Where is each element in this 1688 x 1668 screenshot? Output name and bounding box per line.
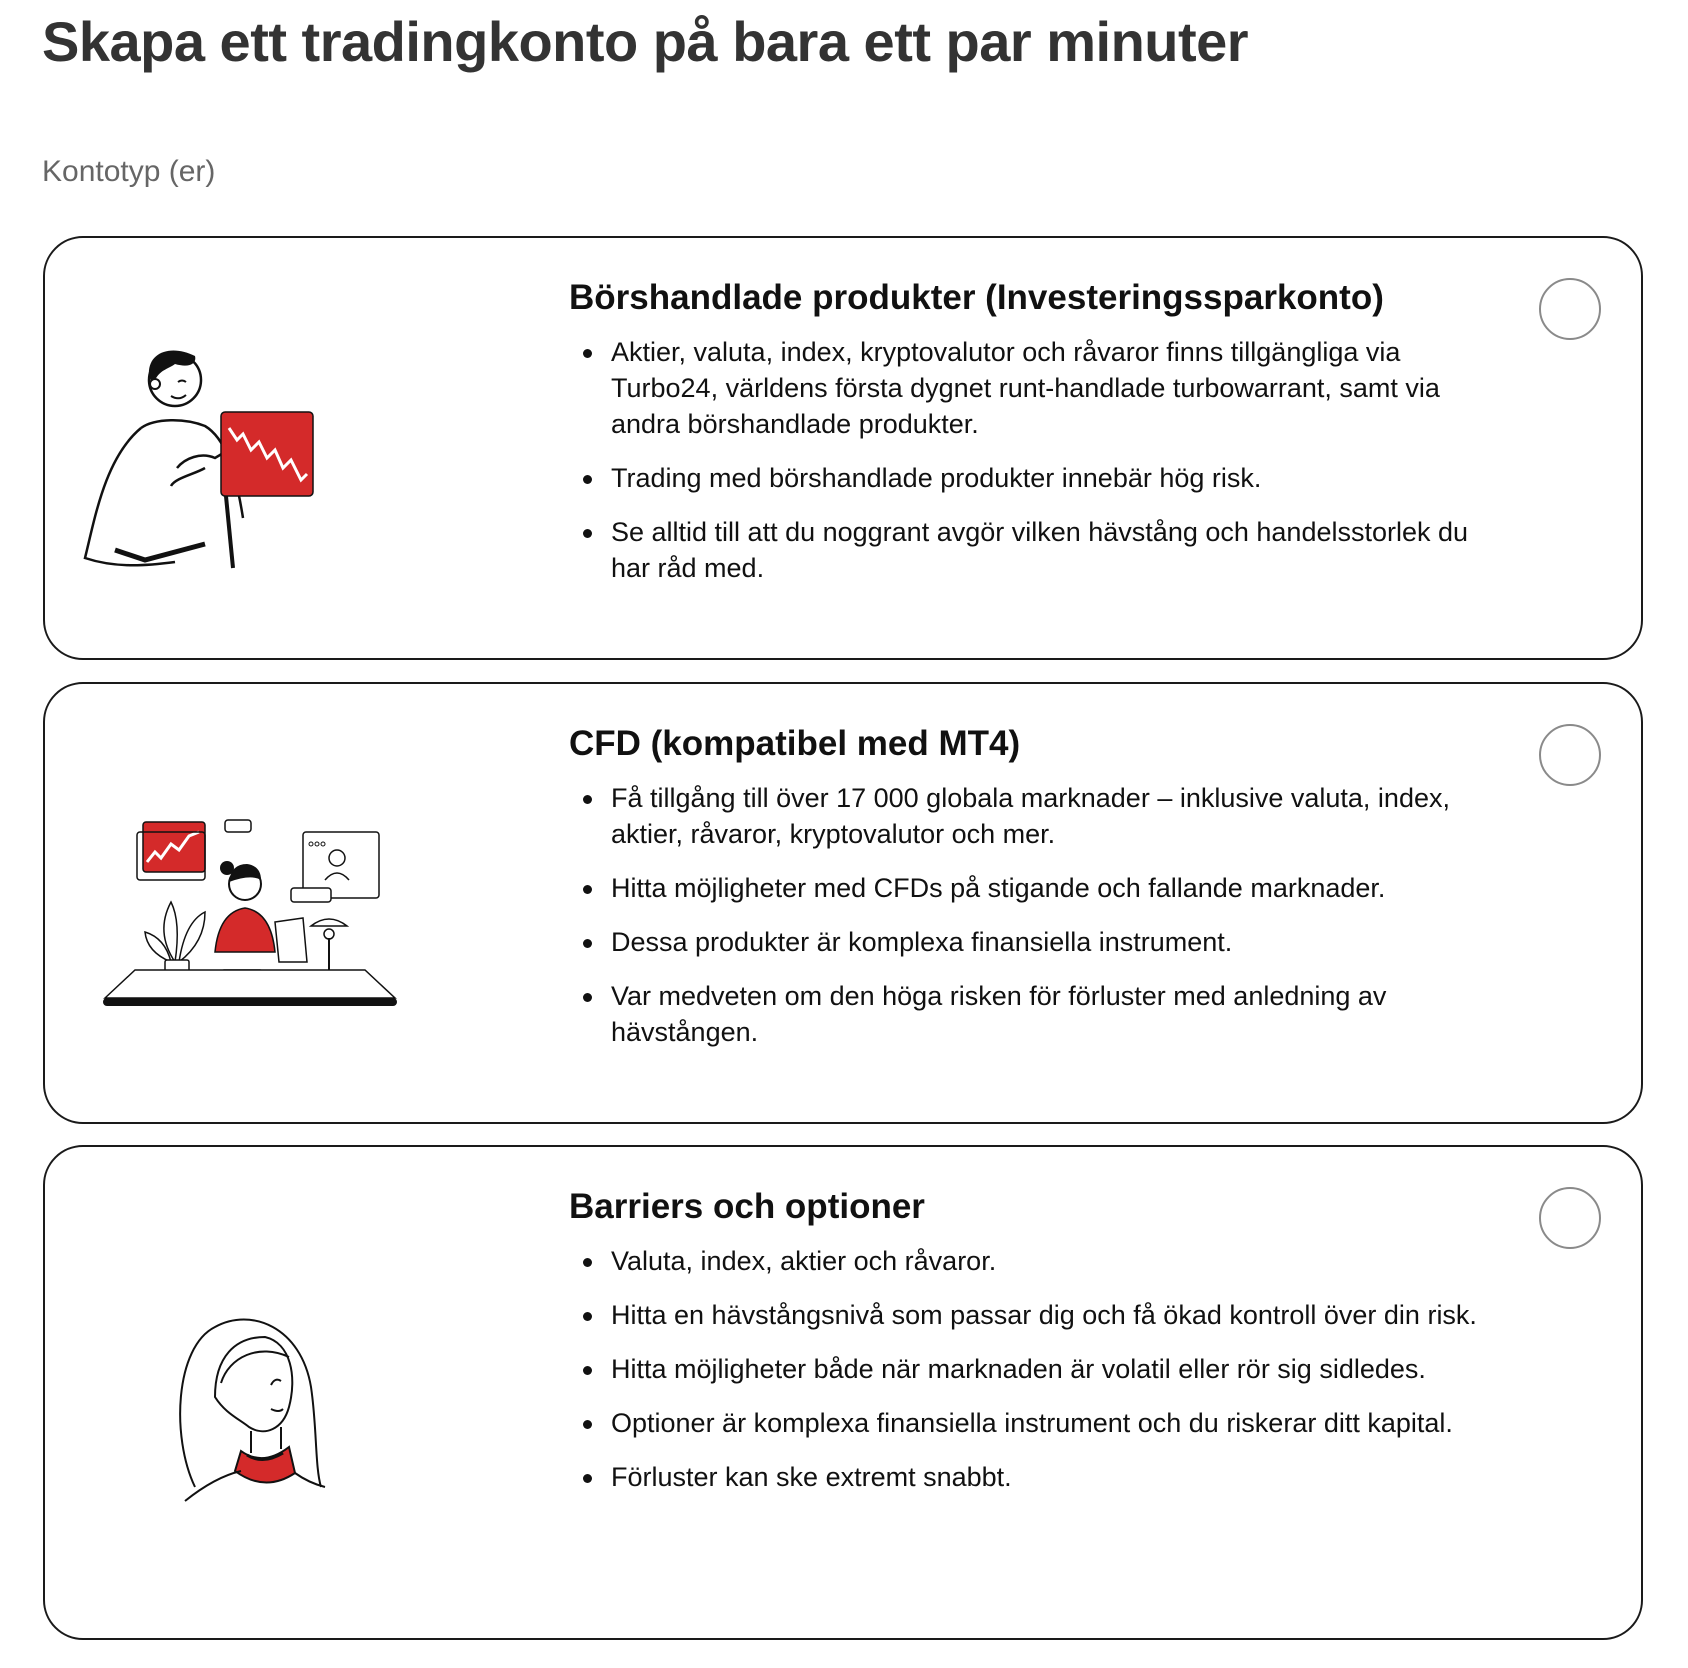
select-radio-exchange-traded[interactable] [1539, 278, 1601, 340]
list-item: Hitta en hävstångsnivå som passar dig och få ökad kontroll över din risk. [569, 1297, 1509, 1333]
list-item: Var medveten om den höga risken för förluster med anledning av hävstången. [569, 978, 1509, 1050]
list-item: Optioner är komplexa finansiella instrument och du riskerar ditt kapital. [569, 1405, 1509, 1441]
account-option-card-barriers-options[interactable] [43, 1145, 1643, 1640]
card-title: Börshandlade produkter (Investeringssparkonto) [569, 278, 1384, 317]
woman-at-desk-illustration [75, 802, 415, 1022]
list-item: Se alltid till att du noggrant avgör vilken hävstång och handelsstorlek du har råd med. [569, 514, 1509, 586]
feature-list [569, 334, 1509, 586]
page-title: Skapa ett tradingkonto på bara ett par minuter [42, 10, 1249, 73]
account-option-card-exchange-traded[interactable] [43, 236, 1643, 660]
list-item: Valuta, index, aktier och råvaror. [569, 1243, 1509, 1279]
card-title: CFD (kompatibel med MT4) [569, 724, 1021, 763]
list-item: Hitta möjligheter både när marknaden är volatil eller rör sig sidledes. [569, 1351, 1509, 1387]
feature-list [569, 780, 1509, 1050]
feature-list [569, 1243, 1509, 1495]
woman-portrait-illustration [75, 1287, 415, 1507]
account-type-label: Kontotyp (er) [42, 155, 216, 188]
select-radio-barriers-options[interactable] [1539, 1187, 1601, 1249]
list-item: Förluster kan ske extremt snabbt. [569, 1459, 1509, 1495]
account-option-card-cfd[interactable] [43, 682, 1643, 1124]
list-item: Hitta möjligheter med CFDs på stigande och fallande marknader. [569, 870, 1509, 906]
list-item: Aktier, valuta, index, kryptovalutor och råvaror finns tillgängliga via Turbo24, världens första dygnet runt-handlade turbowarrant, samt via andra börshandlade produkter. [569, 334, 1509, 442]
select-radio-cfd[interactable] [1539, 724, 1601, 786]
man-with-chart-illustration [75, 318, 415, 578]
list-item: Dessa produkter är komplexa finansiella instrument. [569, 924, 1509, 960]
card-title: Barriers och optioner [569, 1187, 925, 1226]
list-item: Få tillgång till över 17 000 globala marknader – inklusive valuta, index, aktier, råvaror, kryptovalutor och mer. [569, 780, 1509, 852]
list-item: Trading med börshandlade produkter innebär hög risk. [569, 460, 1509, 496]
